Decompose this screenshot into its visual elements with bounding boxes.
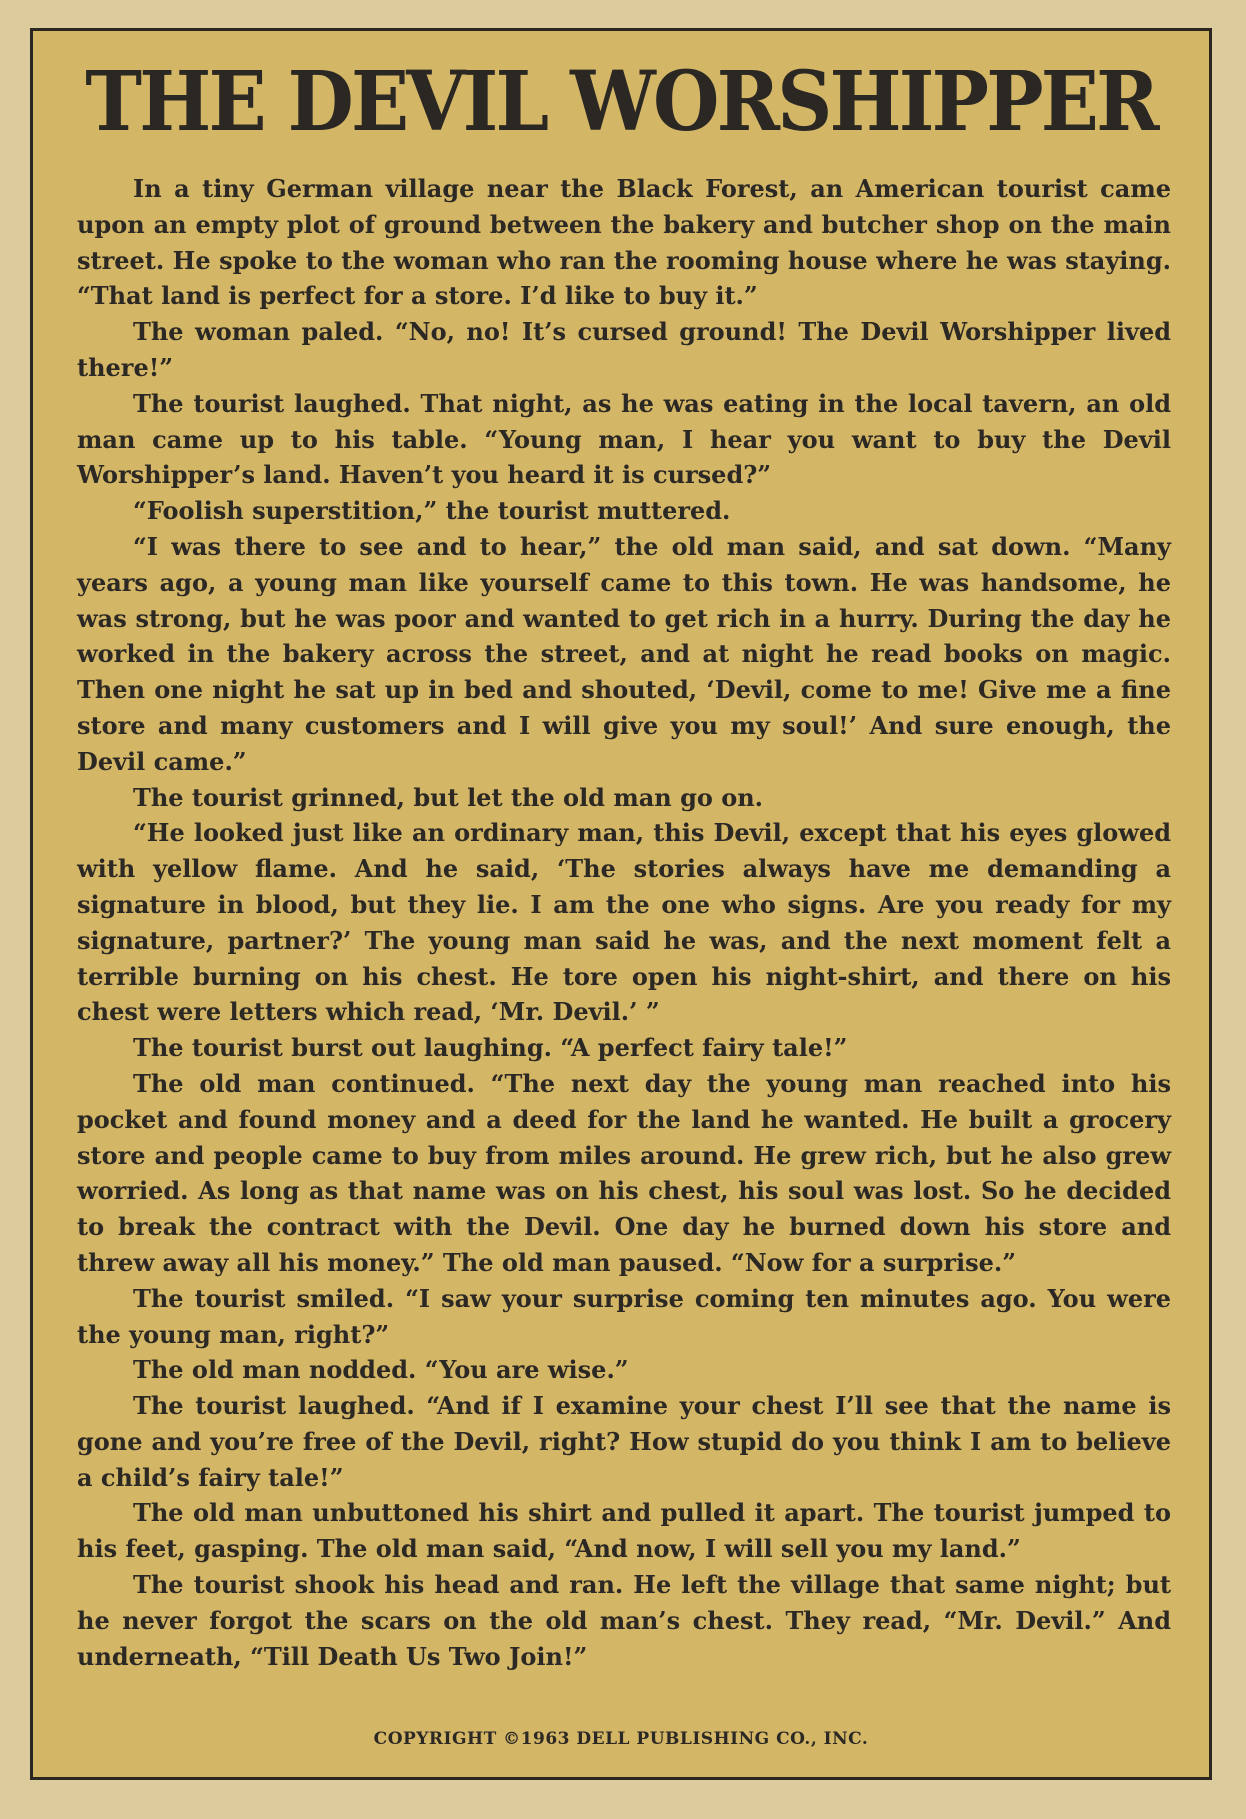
story-paragraph: In a tiny German village near the Black Forest, an American tourist came upon an empty plot of ground between the bakery and butcher shop on the main street. He spoke to the woman who ran the rooming house where he was staying. “That land is perfect for a store. I’d like to buy it.”: [77, 174, 1171, 311]
story-paragraph: “I was there to see and to hear,” the old man said, and sat down. “Many years ago, a young man like yourself came to this town. He was handsome, he was strong, but he was poor and wanted to get rich in a hurry. During the day he worked in the bakery across the street, and at night he read books on magic. Then one night he sat up in bed and shouted, ‘Devil, come to me! Give me a fine store and many customers and I will give you my soul!’ And sure enough, the Devil came.”: [77, 531, 1171, 776]
story-paragraph: The tourist laughed. That night, as he was eating in the local tavern, an old man came up to his table. “Young man, I hear you want to buy the Devil Worshipper’s land. Haven’t you heard it is cursed?”: [77, 388, 1171, 490]
story-paragraph: The old man nodded. “You are wise.”: [133, 1355, 629, 1385]
story-title: THE DEVIL WORSHIPPER: [85, 54, 1157, 150]
story-page-frame: [30, 28, 1212, 1780]
story-body: [77, 171, 1171, 1674]
story-paragraph: “He looked just like an ordinary man, this Devil, except that his eyes glowed with yellow flame. And he said, ‘The stories always have me demanding a signature in blood, but they lie. I am the one who signs. Are you ready for my signature, partner?’ The young man said he was, and the next moment felt a terrible burning on his chest. He tore open his night-shirt, and there on his chest were letters which read, ‘Mr. Devil.’ ”: [77, 818, 1171, 1027]
story-paragraph: The woman paled. “No, no! It’s cursed ground! The Devil Worshipper lived there!”: [77, 317, 1171, 382]
story-paragraph: The tourist burst out laughing. “A perfect fairy tale!”: [133, 1033, 848, 1063]
story-paragraph: The old man unbuttoned his shirt and pulled it apart. The tourist jumped to his feet, gasping. The old man said, “And now, I will sell you my land.”: [77, 1498, 1171, 1564]
story-paragraph: “Foolish superstition,” the tourist muttered.: [133, 496, 731, 526]
copyright-notice: COPYRIGHT ©1963 DELL PUBLISHING CO., INC.: [373, 1729, 869, 1749]
story-paragraph: The tourist grinned, but let the old man go on.: [133, 782, 764, 812]
story-paragraph: The tourist laughed. “And if I examine your chest I’ll see that the name is gone and you’re free of the Devil, right? How stupid do you think I am to believe a child’s fairy tale!”: [77, 1391, 1171, 1492]
story-paragraph: The tourist smiled. “I saw your surprise coming ten minutes ago. You were the young man, right?”: [77, 1283, 1171, 1349]
story-paragraph: The tourist shook his head and ran. He left the village that same night; but he never forgot the scars on the old man’s chest. They read, “Mr. Devil.” And underneath, “Till Death Us Two Join!”: [77, 1570, 1171, 1671]
story-paragraph: The old man continued. “The next day the young man reached into his pocket and found money and a deed for the land he wanted. He built a grocery store and people came to buy from miles around. He grew rich, but he also grew worried. As long as that name was on his chest, his soul was lost. So he decided to break the contract with the Devil. One day he burned down his store and threw away all his money.” The old man paused. “Now for a surprise.”: [77, 1068, 1171, 1277]
